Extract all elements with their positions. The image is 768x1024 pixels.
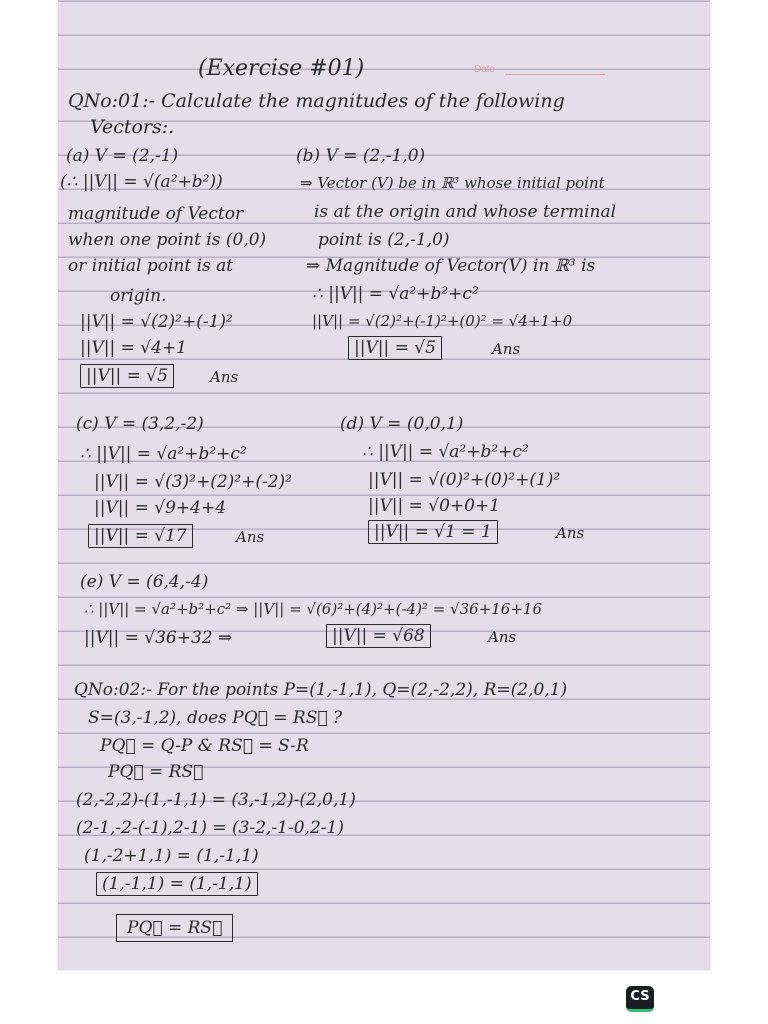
q1a-line: origin. (110, 286, 167, 306)
q1a-line: or initial point is at (68, 256, 234, 276)
scanner-logo: CS (626, 986, 654, 1012)
q1e-answer-box: ||V|| = √68 (326, 624, 431, 648)
q1a-line: (a) V = (2,-1) (66, 146, 179, 166)
page-title: (Exercise #01) (198, 56, 365, 81)
q1e-line: (e) V = (6,4,-4) (80, 572, 209, 592)
q1a-line: when one point is (0,0) (68, 230, 267, 250)
date-line (505, 74, 605, 75)
q1a-answer-box: ||V|| = √5 (80, 364, 174, 388)
q1b-line: ⇒ Vector (V) be in ℝ³ whose initial point (300, 174, 605, 192)
q1b-line: point is (2,-1,0) (318, 230, 450, 250)
q1a-line: (∴ ||V|| = √(a²+b²)) (60, 172, 223, 192)
q1c-answer-box: ||V|| = √17 (88, 524, 193, 548)
q1b-line: ||V|| = √(2)²+(-1)²+(0)² = √4+1+0 (312, 312, 573, 330)
q1c-line: ∴ ||V|| = √a²+b²+c² (80, 444, 247, 464)
q1e-line: ∴ ||V|| = √a²+b²+c² ⇒ ||V|| = √(6)²+(4)²+(-4)² = √36+16+16 (84, 600, 543, 618)
q1c-line: (c) V = (3,2,-2) (76, 414, 204, 434)
q1d-ans-label: Ans (556, 524, 585, 542)
q1-statement-line1: QNo:01:- Calculate the magnitudes of the following (68, 90, 565, 112)
q1d-answer-box: ||V|| = √1 = 1 (368, 520, 498, 544)
q2-final-answer-box: PQ⃗ = RS⃗ (116, 914, 233, 942)
q1b-line: (b) V = (2,-1,0) (296, 146, 426, 166)
q1c-ans-label: Ans (236, 528, 265, 546)
q1b-ans-label: Ans (492, 340, 521, 358)
q1c-line: ||V|| = √9+4+4 (94, 498, 227, 518)
q2-boxed-equation: (1,-1,1) = (1,-1,1) (96, 872, 258, 896)
q1d-line: ||V|| = √0+0+1 (368, 496, 501, 516)
q1d-line: (d) V = (0,0,1) (340, 414, 464, 434)
q1a-ans-label: Ans (210, 368, 239, 386)
q1b-line: is at the origin and whose terminal (314, 202, 617, 222)
q1a-line: ||V|| = √(2)²+(-1)² (80, 312, 233, 332)
q1e-line: ||V|| = √36+32 ⇒ (84, 628, 233, 648)
q2-line: S=(3,-1,2), does PQ⃗ = RS⃗ ? (88, 708, 343, 728)
q1b-line: ⇒ Magnitude of Vector(V) in ℝ³ is (306, 256, 596, 276)
q1d-line: ||V|| = √(0)²+(0)²+(1)² (368, 470, 561, 490)
q1a-line: ||V|| = √4+1 (80, 338, 187, 358)
q1-statement-line2: Vectors:. (90, 116, 175, 138)
q2-line: PQ⃗ = Q-P & RS⃗ = S-R (100, 736, 309, 756)
date-label: Date (474, 64, 496, 75)
q2-line: QNo:02:- For the points P=(1,-1,1), Q=(2,-2,2), R=(2,0,1) (74, 680, 568, 700)
q1d-line: ∴ ||V|| = √a²+b²+c² (362, 442, 529, 462)
q2-line: (2-1,-2-(-1),2-1) = (3-2,-1-0,2-1) (76, 818, 344, 838)
q1b-answer-box: ||V|| = √5 (348, 336, 442, 360)
q1b-line: ∴ ||V|| = √a²+b²+c² (312, 284, 479, 304)
q1c-line: ||V|| = √(3)²+(2)²+(-2)² (94, 472, 292, 492)
q1e-ans-label: Ans (488, 628, 517, 646)
q2-line: PQ⃗ = RS⃗ (108, 762, 204, 782)
q2-line: (2,-2,2)-(1,-1,1) = (3,-1,2)-(2,0,1) (76, 790, 356, 810)
q1a-line: magnitude of Vector (68, 204, 244, 224)
q2-line: (1,-2+1,1) = (1,-1,1) (84, 846, 259, 866)
